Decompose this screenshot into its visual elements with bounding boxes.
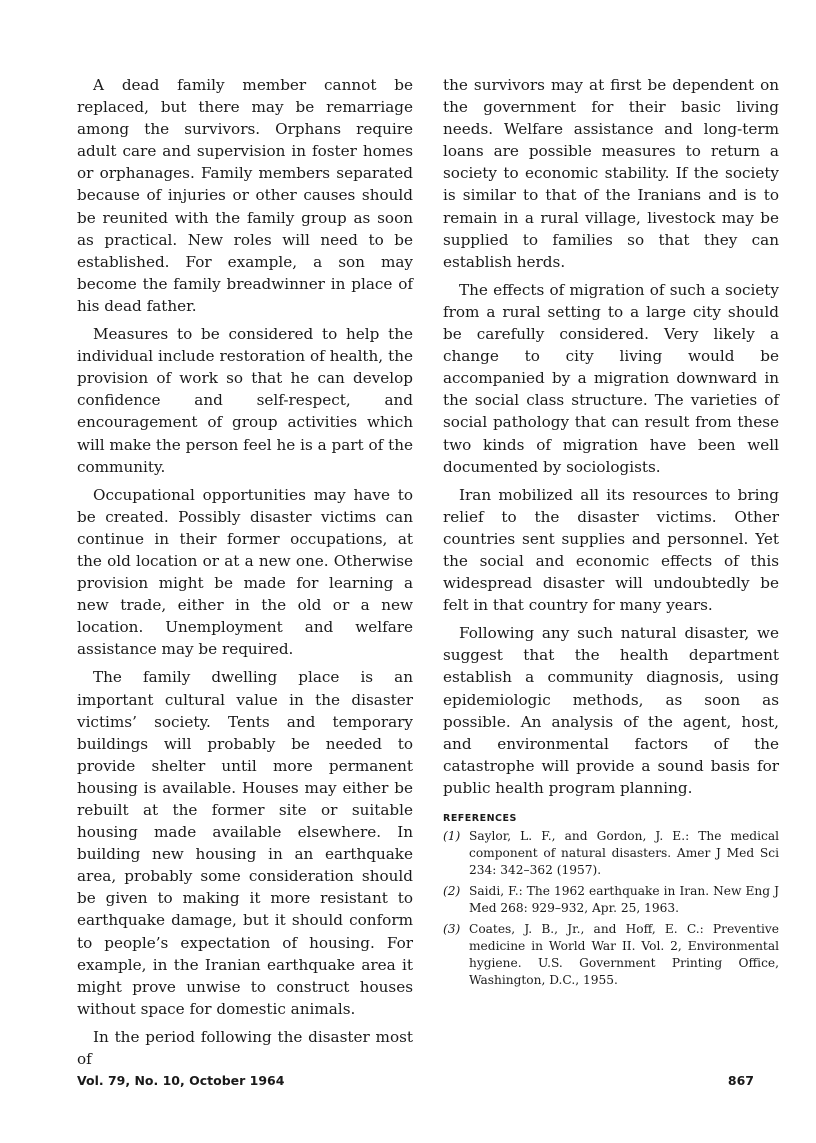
reference-item bbox=[443, 828, 779, 879]
right-column bbox=[443, 74, 779, 993]
body-paragraph: Measures to be considered to help the individual include restoration of health, the provision of work so that he can develop confidence and self-respect, and encouragement of group activities which will make the person feel he is a part of the community. bbox=[77, 325, 413, 476]
reference-text: Saidi, F.: The 1962 earthquake in Iran. New Eng J Med 268: 929–932, Apr. 25, 1963. bbox=[469, 884, 779, 915]
reference-item bbox=[443, 921, 779, 989]
reference-number: (3) bbox=[443, 922, 461, 936]
body-paragraph: Occupational opportunities may have to be created. Possibly disaster victims can continue in their former occupations, at the old location or at a new one. Otherwise provision might be made for learning a new trade, either in the old or a new location. Unemployment and welfare assistance may be required. bbox=[77, 485, 413, 659]
reference-item bbox=[443, 883, 779, 917]
references-heading: REFERENCES bbox=[443, 813, 517, 824]
reference-text: Coates, J. B., Jr., and Hoff, E. C.: Preventive medicine in World War II. Vol. 2, Environmental hygiene. U.S. Government Printing Office, Washington, D.C., 1955. bbox=[469, 922, 779, 987]
reference-text: Saylor, L. F., and Gordon, J. E.: The medical component of natural disasters. Amer J Med Sci 234: 342–362 (1957). bbox=[469, 829, 779, 877]
body-paragraph: The family dwelling place is an important cultural value in the disaster victims’ society. Tents and temporary buildings will probably be needed to provide shelter until more permanent housing is available. Houses may either be rebuilt at the former site or suitable housing made available elsewhere. In building new housing in an earthquake area, probably some consideration should be given to making it more resistant to earthquake damage, but it should conform to people’s expectation of housing. For example, in the Iranian earthquake area it might prove unwise to construct houses without space for domestic animals. bbox=[77, 668, 413, 1018]
body-paragraph: Following any such natural disaster, we suggest that the health department establish a community diagnosis, using epidemiologic methods, as soon as possible. An analysis of the agent, host, and environmental factors of the catastrophe will provide a sound basis for public health program planning. bbox=[443, 624, 779, 797]
references-section bbox=[443, 813, 779, 989]
body-paragraph: In the period following the disaster most of bbox=[77, 1027, 413, 1069]
body-paragraph: A dead family member cannot be replaced, but there may be remarriage among the survivors. Orphans require adult care and supervision in foster homes or orphanages. Family members separated because of injuries or other causes should be reunited with the family group as soon as practical. New roles will need to be established. For example, a son may become the family breadwinner in place of his dead father. bbox=[77, 76, 413, 315]
body-paragraph: The effects of migration of such a society from a rural setting to a large city should be carefully considered. Very likely a change to city living would be accompanied by a migration downward in the social class structure. The varieties of social pathology that can result from these two kinds of migration have been well documented by sociologists. bbox=[443, 280, 779, 476]
issue-footer: Vol. 79, No. 10, October 1964 bbox=[77, 1073, 285, 1088]
left-column bbox=[77, 74, 413, 1076]
reference-number: (2) bbox=[443, 884, 461, 898]
reference-number: (1) bbox=[443, 829, 461, 843]
page-number: 867 bbox=[727, 1073, 754, 1088]
body-paragraph: Iran mobilized all its resources to bring relief to the disaster victims. Other countries sent supplies and personnel. Yet the social and economic effects of this widespread disaster will undoubtedly be felt in that country for many years. bbox=[443, 485, 779, 615]
body-paragraph-continued: the survivors may at first be dependent on the government for their basic living needs. Welfare assistance and long-term loans are possible measures to return a society to economic stability. If the society is similar to that of the Iranians and is to remain in a rural village, livestock may be supplied to families so that they can establish herds. bbox=[443, 76, 779, 271]
